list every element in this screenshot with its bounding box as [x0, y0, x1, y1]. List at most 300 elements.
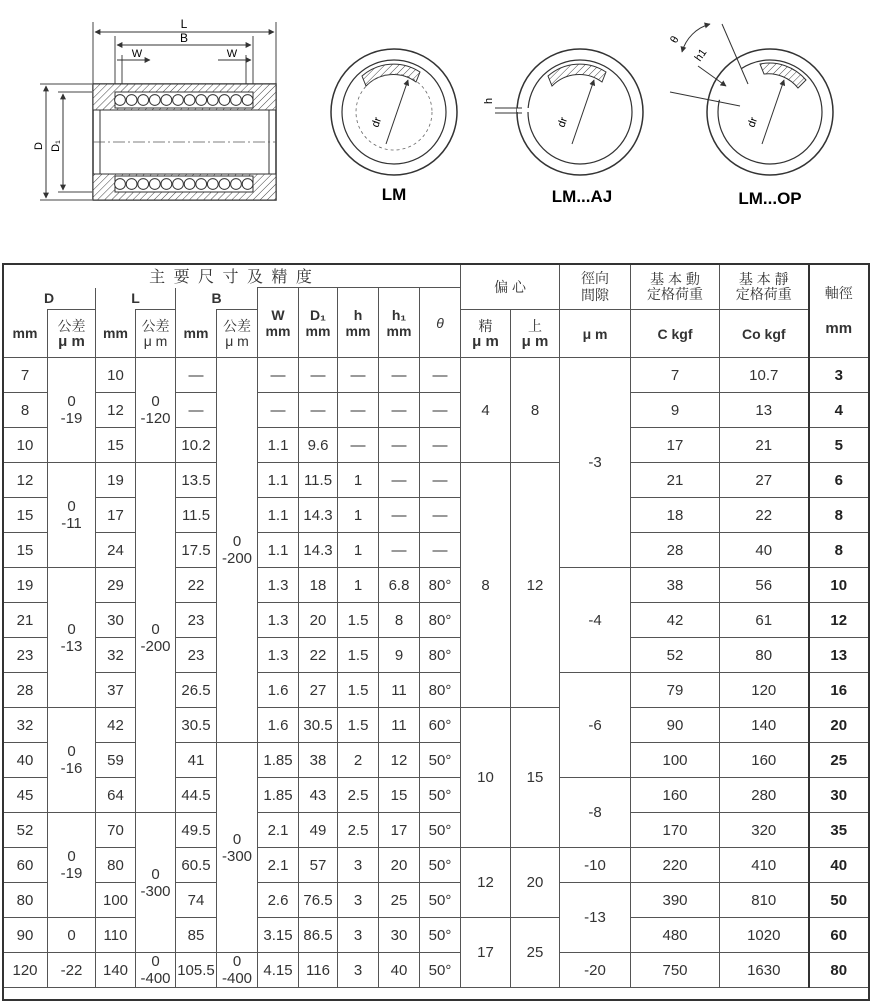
cell-theta: —	[420, 358, 461, 393]
ball-icon	[219, 95, 230, 106]
cell-L: 80	[96, 848, 136, 883]
cell-C: 17	[631, 428, 720, 463]
cell-Co: 320	[720, 813, 809, 848]
cell-shaft: 13	[809, 638, 869, 673]
cell-theta: 50°	[420, 848, 461, 883]
header-W-sym: W	[271, 306, 285, 323]
cell-W: 1.85	[258, 743, 299, 778]
cell-D1: 86.5	[299, 918, 338, 953]
table-row	[3, 638, 869, 673]
header-W-mm: mm	[265, 322, 291, 339]
cell-D: 80	[3, 883, 48, 918]
cell-h1: 8	[379, 603, 420, 638]
cell-Co: 810	[720, 883, 809, 918]
cell-B: 22	[176, 568, 217, 603]
cell-D: 120	[3, 953, 48, 988]
cell-D: 90	[3, 918, 48, 953]
cell-theta: 80°	[420, 568, 461, 603]
cell-C: 18	[631, 498, 720, 533]
cell-theta: —	[420, 428, 461, 463]
cell-h: 3	[338, 953, 379, 988]
cell-B-tol-value: 0	[232, 533, 242, 550]
cell-D: 12	[3, 463, 48, 498]
cell-L: 15	[96, 428, 136, 463]
header-cokgf: Co kgf	[720, 310, 809, 358]
cell-shaft: 20	[809, 708, 869, 743]
header-L-tol-label: 公差	[141, 317, 170, 334]
cell-D1: 57	[299, 848, 338, 883]
cell-Co: 21	[720, 428, 809, 463]
cell-D1: 14.3	[299, 498, 338, 533]
aj-h-label: h	[483, 97, 495, 104]
header-radial-text: 徑向 間隙	[581, 269, 610, 303]
cell-D-tol-group	[48, 358, 96, 463]
cell-D: 15	[3, 498, 48, 533]
table-row	[3, 568, 869, 603]
cell-D: 15	[3, 533, 48, 568]
cell-radial-group: -13	[560, 883, 631, 953]
cell-L-tol-group	[136, 813, 176, 953]
header-D-tol	[48, 310, 96, 358]
header-D-tol-unit: μ m	[58, 332, 85, 350]
cell-shaft: 12	[809, 603, 869, 638]
cell-C: 38	[631, 568, 720, 603]
cell-B-tol-group	[217, 953, 258, 988]
cell-shaft: 8	[809, 498, 869, 533]
caption-lm-op: LM...OP	[738, 189, 802, 208]
cell-theta: 80°	[420, 603, 461, 638]
table-row	[3, 953, 869, 988]
table-row	[3, 848, 869, 883]
table-row	[3, 498, 869, 533]
cell-h1: —	[379, 463, 420, 498]
ball-icon	[231, 95, 242, 106]
header-dynamic	[631, 264, 720, 310]
cell-W: 1.3	[258, 638, 299, 673]
ball-icon	[173, 95, 184, 106]
cell-B: —	[176, 393, 217, 428]
header-D1	[299, 288, 338, 358]
header-D1-mm: mm	[305, 322, 331, 339]
cell-C: 90	[631, 708, 720, 743]
cell-h: 1	[338, 498, 379, 533]
cell-D-tol-group	[48, 463, 96, 568]
cell-L-tol-value: 0	[151, 953, 160, 970]
cell-h: 1	[338, 533, 379, 568]
cell-D1: 18	[299, 568, 338, 603]
table-row	[3, 813, 869, 848]
header-ecc-shang-unit: μ m	[521, 332, 549, 350]
cell-theta: 50°	[420, 743, 461, 778]
ball-icon	[242, 179, 253, 190]
cell-B: 10.2	[176, 428, 217, 463]
aj-dr-label: dr	[555, 115, 571, 130]
section-lm-op-drawing	[668, 24, 833, 208]
cell-D: 21	[3, 603, 48, 638]
cell-W: 3.15	[258, 918, 299, 953]
cell-shaft: 25	[809, 743, 869, 778]
cell-D1: 49	[299, 813, 338, 848]
cell-shaft: 80	[809, 953, 869, 988]
header-L-tol	[136, 310, 176, 358]
ball-icon	[207, 95, 218, 106]
cell-h1: —	[379, 358, 420, 393]
cell-D1: 38	[299, 743, 338, 778]
cell-shaft: 4	[809, 393, 869, 428]
cell-Co: 56	[720, 568, 809, 603]
header-B-tol-unit: μ m	[225, 332, 249, 349]
header-D: D	[3, 288, 96, 310]
cell-Co: 140	[720, 708, 809, 743]
cell-shaft: 10	[809, 568, 869, 603]
cell-W: 1.1	[258, 463, 299, 498]
cell-shaft: 60	[809, 918, 869, 953]
table-row	[3, 603, 869, 638]
cell-h1: 40	[379, 953, 420, 988]
table-row	[3, 428, 869, 463]
cell-h: 2	[338, 743, 379, 778]
cell-L-tol-value: -300	[140, 882, 171, 900]
cell-h1: 12	[379, 743, 420, 778]
op-h1-label: h1	[692, 46, 710, 64]
cell-D-tol-value: 0	[67, 498, 76, 515]
cell-B: 44.5	[176, 778, 217, 813]
cell-D: 45	[3, 778, 48, 813]
cell-B-tol-value: -300	[221, 847, 253, 865]
cell-h1: 11	[379, 708, 420, 743]
cell-W: 2.6	[258, 883, 299, 918]
cell-ecc-jing-group: 10	[461, 708, 511, 848]
cell-L-tol-value: 0	[151, 865, 160, 883]
cell-shaft: 50	[809, 883, 869, 918]
header-h1	[379, 288, 420, 358]
cell-D-tol-group	[48, 953, 96, 988]
cell-Co: 80	[720, 638, 809, 673]
cell-h1: —	[379, 533, 420, 568]
cell-shaft: 8	[809, 533, 869, 568]
cell-ecc-shang-group: 12	[511, 463, 560, 708]
cell-D: 60	[3, 848, 48, 883]
cell-h1: —	[379, 393, 420, 428]
cell-h1: —	[379, 498, 420, 533]
cell-D1: 14.3	[299, 533, 338, 568]
cell-C: 480	[631, 918, 720, 953]
cell-D-tol-value: 0	[67, 743, 76, 760]
cell-D1: 20	[299, 603, 338, 638]
cell-h: 1.5	[338, 603, 379, 638]
cell-h1: 20	[379, 848, 420, 883]
cell-h: 2.5	[338, 778, 379, 813]
cell-theta: —	[420, 533, 461, 568]
cell-L-tol-value: -200	[140, 637, 171, 655]
cell-D: 23	[3, 638, 48, 673]
cell-h1: 15	[379, 778, 420, 813]
op-dr-label: dr	[745, 115, 761, 130]
cell-B: 11.5	[176, 498, 217, 533]
cell-L-tol-group	[136, 358, 176, 463]
cell-C: 28	[631, 533, 720, 568]
ball-icon	[219, 179, 230, 190]
cell-ecc-jing-group: 12	[461, 848, 511, 918]
cell-h1: 11	[379, 673, 420, 708]
cell-ecc-shang-group: 20	[511, 848, 560, 918]
cell-shaft: 5	[809, 428, 869, 463]
cell-D-tol-group	[48, 918, 96, 953]
cell-W: 1.1	[258, 428, 299, 463]
header-shaft-text: 軸徑	[824, 284, 853, 301]
spec-table	[2, 263, 869, 988]
cell-shaft: 35	[809, 813, 869, 848]
cell-theta: 50°	[420, 778, 461, 813]
cell-ecc-shang-group: 25	[511, 918, 560, 988]
ball-icon	[196, 95, 207, 106]
header-D1-sym: D₁	[310, 306, 326, 323]
cell-W: —	[258, 358, 299, 393]
cell-radial-group: -4	[560, 568, 631, 673]
cell-C: 52	[631, 638, 720, 673]
cell-W: 1.6	[258, 673, 299, 708]
header-shaft-mm: mm	[825, 319, 853, 337]
cell-L: 10	[96, 358, 136, 393]
cell-W: 1.3	[258, 603, 299, 638]
ball-icon	[231, 179, 242, 190]
cell-C: 100	[631, 743, 720, 778]
dim-B-label: B	[179, 31, 189, 45]
op-theta-label: θ	[668, 34, 682, 46]
header-L-mm: mm	[96, 310, 136, 358]
header-h-mm: mm	[345, 322, 371, 339]
ball-icon	[138, 179, 149, 190]
cell-h: 3	[338, 883, 379, 918]
cell-C: 220	[631, 848, 720, 883]
cell-B: 23	[176, 638, 217, 673]
cell-h: 1.5	[338, 673, 379, 708]
header-ecc-jing-unit: μ m	[472, 332, 499, 350]
cell-D1: 27	[299, 673, 338, 708]
cell-W: 2.1	[258, 813, 299, 848]
cell-L-tol-value: -400	[140, 970, 171, 987]
cell-h: 1.5	[338, 638, 379, 673]
cell-D-tol-group	[48, 708, 96, 813]
cell-D-tol-value: -19	[60, 865, 83, 882]
cell-D: 7	[3, 358, 48, 393]
cell-L: 37	[96, 673, 136, 708]
ball-icon	[184, 95, 195, 106]
cell-Co: 120	[720, 673, 809, 708]
cell-D-tol-value: -19	[60, 410, 83, 427]
cell-L-tol-value: 0	[151, 393, 160, 410]
cell-C: 750	[631, 953, 720, 988]
header-h1-sym: h₁	[391, 306, 407, 323]
ball-icon	[161, 95, 172, 106]
dim-D-label: D	[33, 142, 45, 150]
header-ecc-shang	[511, 310, 560, 358]
cell-W: 1.85	[258, 778, 299, 813]
cell-C: 9	[631, 393, 720, 428]
header-h-sym: h	[353, 306, 363, 323]
header-B: B	[176, 288, 258, 310]
cell-B-tol-group	[217, 358, 258, 743]
cell-B-tol-value: 0	[232, 953, 242, 970]
cell-ecc-jing-group: 17	[461, 918, 511, 988]
cell-D1: —	[299, 358, 338, 393]
ball-icon	[207, 179, 218, 190]
cell-C: 21	[631, 463, 720, 498]
header-h1-mm: mm	[386, 322, 412, 339]
header-B-tol	[217, 310, 258, 358]
dim-D1-label: D₁	[50, 140, 62, 152]
cell-h1: 6.8	[379, 568, 420, 603]
header-h	[338, 288, 379, 358]
header-shaft	[809, 264, 869, 358]
ball-icon	[149, 179, 160, 190]
table-row	[3, 533, 869, 568]
cell-C: 42	[631, 603, 720, 638]
cell-h1: 30	[379, 918, 420, 953]
cell-D-tol-value: 0	[67, 848, 76, 865]
caption-lm: LM	[381, 185, 407, 204]
cell-W: —	[258, 393, 299, 428]
dim-W-left-label: W	[131, 48, 143, 60]
cell-theta: 50°	[420, 813, 461, 848]
header-theta: θ	[420, 288, 461, 358]
ball-icon	[184, 179, 195, 190]
header-main: 主 要 尺 寸 及 精 度	[3, 264, 461, 288]
cell-D: 10	[3, 428, 48, 463]
cell-L-tol-group	[136, 463, 176, 813]
cell-theta: 50°	[420, 953, 461, 988]
cell-L: 30	[96, 603, 136, 638]
cell-W: 2.1	[258, 848, 299, 883]
cell-D1: 9.6	[299, 428, 338, 463]
header-ecc-shang-label: 上	[528, 317, 542, 334]
header-ecc-jing-label: 精	[478, 317, 493, 334]
cell-Co: 410	[720, 848, 809, 883]
cell-Co: 40	[720, 533, 809, 568]
cell-B-tol-value: 0	[232, 830, 242, 848]
cell-B: 26.5	[176, 673, 217, 708]
cell-D-tol-value: 0	[67, 393, 76, 410]
ball-icon	[126, 179, 137, 190]
dim-L-label: L	[180, 17, 188, 31]
cell-Co: 22	[720, 498, 809, 533]
side-view-drawing	[33, 17, 276, 200]
cell-D-tol-value: -13	[60, 637, 83, 655]
header-ckgf: C kgf	[631, 310, 720, 358]
cell-C: 7	[631, 358, 720, 393]
cell-D1: 11.5	[299, 463, 338, 498]
cell-shaft: 40	[809, 848, 869, 883]
cell-B-tol-value: -200	[221, 550, 253, 567]
cell-B: 30.5	[176, 708, 217, 743]
section-lm-drawing	[331, 49, 457, 204]
dim-W-right-label: W	[226, 48, 238, 60]
cell-D: 40	[3, 743, 48, 778]
header-W	[258, 288, 299, 358]
ball-icon	[115, 179, 126, 190]
header-L: L	[96, 288, 176, 310]
ball-icon	[126, 95, 137, 106]
cell-L: 140	[96, 953, 136, 988]
header-L-tol-unit: μ m	[143, 332, 168, 349]
cell-radial-group: -20	[560, 953, 631, 988]
cell-L: 19	[96, 463, 136, 498]
cell-B: 17.5	[176, 533, 217, 568]
ball-icon	[196, 179, 207, 190]
cell-D1: —	[299, 393, 338, 428]
cell-shaft: 16	[809, 673, 869, 708]
cell-D-tol-group	[48, 813, 96, 918]
cell-L: 64	[96, 778, 136, 813]
cell-theta: —	[420, 498, 461, 533]
cell-h: —	[338, 358, 379, 393]
cell-theta: 60°	[420, 708, 461, 743]
cell-D: 28	[3, 673, 48, 708]
cell-D: 19	[3, 568, 48, 603]
cell-ecc-shang-group: 15	[511, 708, 560, 848]
ball-icon	[138, 95, 149, 106]
ball-icon	[161, 179, 172, 190]
cell-C: 79	[631, 673, 720, 708]
cell-L: 32	[96, 638, 136, 673]
cell-h: 1.5	[338, 708, 379, 743]
cell-C: 390	[631, 883, 720, 918]
cell-L: 59	[96, 743, 136, 778]
technical-drawings	[0, 0, 876, 262]
cell-ecc-shang-group: 8	[511, 358, 560, 463]
cell-D1: 43	[299, 778, 338, 813]
cell-h: 3	[338, 848, 379, 883]
header-D-tol-label: 公差	[57, 317, 86, 334]
cell-D-tol-value: 0	[67, 926, 76, 944]
header-static-text: 基 本 靜 定格荷重	[735, 270, 792, 302]
header-radial	[560, 264, 631, 310]
cell-W: 1.1	[258, 498, 299, 533]
header-radial-unit: μ m	[560, 310, 631, 358]
cell-D: 52	[3, 813, 48, 848]
cell-theta: 80°	[420, 638, 461, 673]
ball-icon	[115, 95, 126, 106]
table-row	[3, 743, 869, 778]
cell-h: 1	[338, 463, 379, 498]
cell-theta: —	[420, 463, 461, 498]
cell-L-tol-value: 0	[151, 620, 160, 638]
cell-L: 70	[96, 813, 136, 848]
table-row	[3, 463, 869, 498]
cell-L: 100	[96, 883, 136, 918]
cell-ecc-jing-group: 8	[461, 463, 511, 708]
cell-D-tol-value: -16	[60, 760, 83, 777]
cell-radial-group: -3	[560, 358, 631, 568]
caption-lm-aj: LM...AJ	[551, 187, 613, 206]
cell-D1: 76.5	[299, 883, 338, 918]
cell-radial-group: -8	[560, 778, 631, 848]
cell-D-tol-group	[48, 568, 96, 708]
cell-B: 74	[176, 883, 217, 918]
section-lm-aj-drawing	[483, 49, 643, 206]
cell-L: 12	[96, 393, 136, 428]
header-static	[720, 264, 809, 310]
cell-L: 17	[96, 498, 136, 533]
cell-D1: 30.5	[299, 708, 338, 743]
cell-L: 24	[96, 533, 136, 568]
cell-theta: 50°	[420, 883, 461, 918]
ball-icon	[242, 95, 253, 106]
cell-L-tol-group	[136, 953, 176, 988]
table-row	[3, 358, 869, 393]
cell-theta: 80°	[420, 673, 461, 708]
cell-L: 42	[96, 708, 136, 743]
